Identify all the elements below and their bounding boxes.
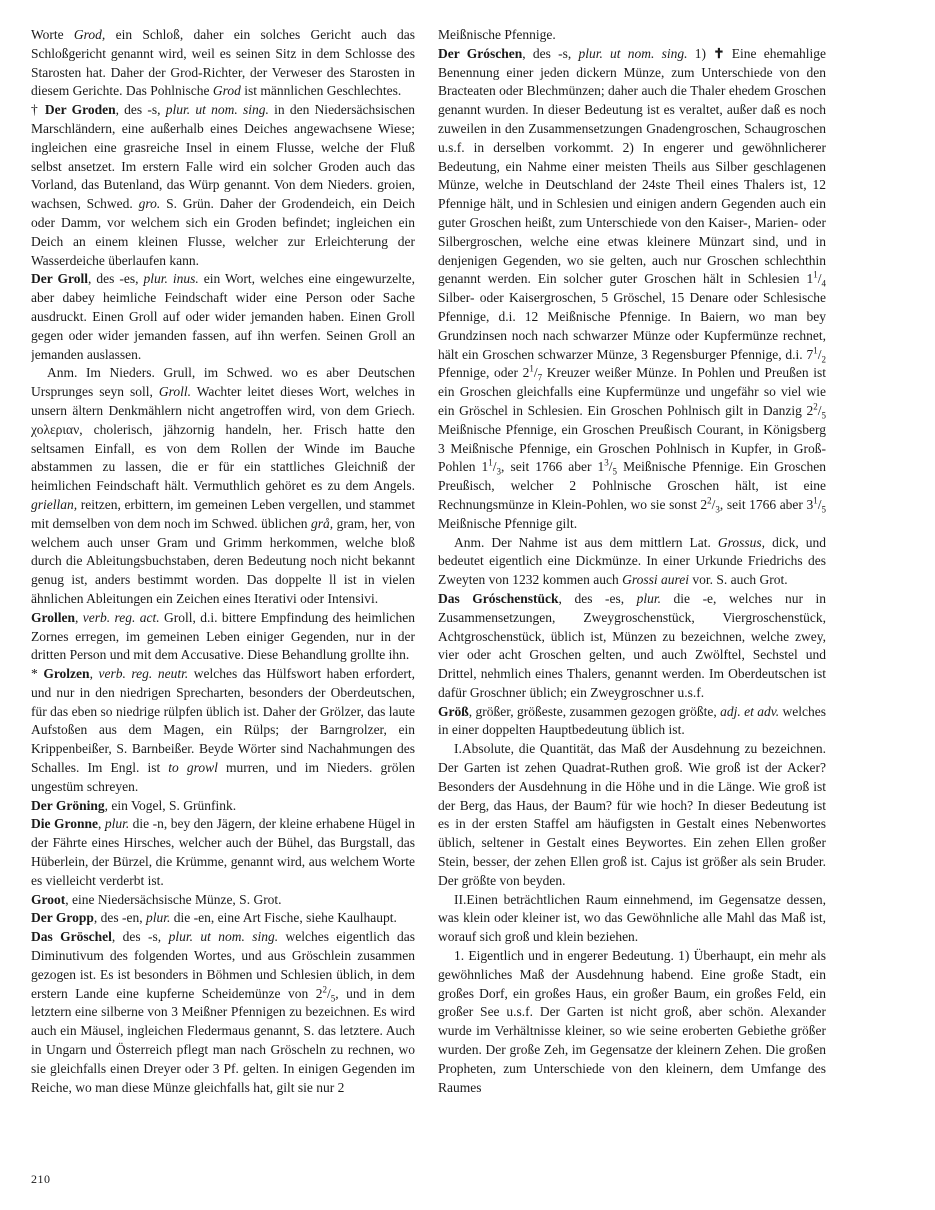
annotation-paragraph — [438, 740, 826, 890]
text-run: dick, und bedeutet eigentlich eine Dickmünze. In einer Urkunde Friedrichs des Zweyten von 1232 kommen auch — [438, 534, 826, 588]
headword: Der Groden — [44, 102, 116, 118]
italic-text: plur. ut nom. sing. — [168, 929, 279, 945]
italic-text: griellan, — [31, 496, 78, 512]
text-run: I.Absolute, die Quantität, das Maß der Ausdehnung zu bezeichnen. Der Garten ist zehen Quadrat-Ruthen groß. Wie groß ist der Acker? Besonders der Ausdehnung in die Höhe und in die Länge. Wie groß ist der Berg, das Haus, der Baum? für wie hoch? In dieser Bedeutung ist es in der ersten Staffel am häufigsten in Gestalt eines Nebenwortes üblich, seltener in Gestalt eines Beywortes. Ein zehen Ellen großer Stein, besser, der zehen Ellen groß ist. Cajus ist größer als sein Bruder. Der größte von beyden. — [438, 741, 826, 888]
annotation-paragraph — [438, 891, 826, 947]
headword: Der Groll — [31, 271, 88, 287]
fraction-numerator: 2 — [813, 401, 818, 412]
headword: Grollen — [31, 609, 76, 625]
text-run: S. Grün. Daher der Grodendeich, ein Deich oder Damm, vor welchem sich ein Groden befindet; ingleichen ein Deich an einem kleinen Flusse, welcher zur Erleichterung der Wasserdeiche überlaufen kann. — [31, 196, 415, 268]
text-run: reitzen, erbittern, im gemeinen Leben vergellen, und stammet mit demselben von dem noch im Schwed. üblichen — [31, 496, 415, 531]
text-run: II.Einen beträchtlichen Raum einnehmend, im Gegensatze dessen, was klein oder kleiner ist, wo das Gewöhnliche alle Mahl das Maß ist, worauf sich groß und klein beziehen. — [438, 891, 826, 945]
italic-text: verb. reg. act. — [82, 609, 160, 625]
fraction-denominator: 5 — [330, 993, 336, 1004]
dictionary-entry — [31, 891, 415, 910]
text-run: Silber- oder Kaisergroschen, 5 Gröschel, 15 Denare oder Schlesische Pfennige, d.i. 12 Meißnische Pfennige. In Baiern, wo man bey Grundzinsen noch nach schwarzer Münze oder Kupfermünze rechnet, hält ein Groschen schwarzer Münze, 3 Regensburger Pfennige, d.i. 7 — [438, 290, 826, 362]
headword: Das Gróschenstück — [438, 590, 559, 606]
text-run: / — [817, 496, 822, 512]
dictionary-entry — [31, 665, 415, 797]
headword: Der Gröning — [31, 797, 105, 813]
fraction-denominator: 5 — [612, 467, 618, 478]
italic-text: plur. inus. — [143, 271, 199, 287]
text-run: , seit 1766 aber 1 — [501, 459, 605, 475]
fraction-denominator: 4 — [821, 279, 826, 290]
text-run: ein Schloß, daher ein solches Gericht auch das Schloßgericht genannt wird, weil es seinen Sitz in dem Schlosse des Starosten hat. Daher der Grod-Richter, der Verweser des Starosten in diesem Gerichte. Das Pohlnische — [31, 27, 415, 99]
headword: Das Gröschel — [31, 929, 112, 945]
headword: Der Gróschen — [438, 45, 523, 61]
text-run: welches in einer doppelten Hauptbedeutung üblich ist. — [438, 703, 826, 738]
fraction-denominator: 3 — [496, 467, 502, 478]
dictionary-entry — [438, 45, 826, 534]
text-run: gram, her, von welchem auch unser Gram und Grimm herkommen, welche bloß durch die Ableitungsbuchstaben, deren Bedeutung noch nicht bekannt genug ist, anders bestimmt worden. Das doppelte ll ist in vielen ähnlichen Ableitungen ein Zeichen eines Iterativi oder Intensivi. — [31, 515, 415, 606]
italic-text: to growl — [168, 760, 218, 776]
text-run: ist männlichen Geschlechtes. — [240, 83, 402, 99]
italic-text: verb. reg. neutr. — [98, 666, 189, 682]
annotation-paragraph — [438, 534, 826, 590]
text-run: welches das Hülfswort haben erfordert, und nur in den niedrigen Sprecharten, besonders der Oberdeutschen, für das eben so niedrige rülpfen üblich ist. Daher der Grölzer, das laute Aufstoßen aus dem Magen, ein Rülps; der Barngrolzer, ein Krippenbeißer, S. Barnbeißer. Beyde Wörter sind Nachahmungen des Schalles. Im Engl. ist — [31, 666, 415, 776]
italic-text: plur. — [146, 910, 171, 926]
fraction-numerator: 1 — [529, 363, 534, 374]
italic-text: Grossi aurei — [622, 572, 689, 588]
text-run: / — [817, 271, 822, 287]
text-run: / — [817, 402, 822, 418]
dictionary-entry — [31, 609, 415, 665]
text-run: , und in dem letztern eine silberne von 3 Meißner Pfennigen zu bezeichnen. Es wird auch ein Mäusel, ingleichen Fledermaus genannt, S. das letztere. Auch in Ungarn und Österreich pflegt man nach Gröscheln zu rechnen, wo sie gleichfalls einen Dreyer oder 3 Pf. gelten. In einigen Gegenden im Reiche, wo man diese Münze gleichfalls hat, gilt sie nur 2 — [31, 985, 415, 1095]
text-run: / — [533, 365, 538, 381]
text-run: in den Niedersächsischen Marschländern, eine außerhalb eines Deiches angewachsene Wiese; ingleichen eine grasreiche Insel in einem Flusse, welche der Fluß selbst ansetzet. Im erstern Falle wird ein solcher Groden auch das Vorland, das Butenland, das Würp genannt. Von dem Nieders. groien, wachsen, Schwed. — [31, 102, 415, 212]
text-run: 1) — [687, 45, 714, 61]
text-run: / — [608, 459, 613, 475]
text-run: / — [492, 459, 497, 475]
text-run: Pfennige, oder 2 — [438, 365, 530, 381]
text-run: , — [75, 609, 83, 625]
text-run: / — [711, 496, 716, 512]
fraction-denominator: 5 — [821, 504, 826, 515]
fraction-denominator: 3 — [715, 504, 720, 515]
fraction-numerator: 2 — [707, 495, 712, 506]
text-run: Meißnische Pfennige. — [438, 27, 556, 42]
text-run: Meißnische Pfennige, ein Groschen Preußisch Courant, in Königsberg 3 Meißnische Pfennige, ein Groschen Pohlnisch in Kupfer, in Groß-Pohlen 1 — [438, 421, 826, 475]
text-run: Wachter leitet dieses Wort, welches in unsern ältern Denkmählern nicht angetroffen wird, von dem Griech. χολεριαν, cholerisch, jähzornig handeln, her. Frisch hatte den seltsamen Einfall, es von dem Rollen der Winde im Bauche abstammen zu lassen, die er für ein stattliches Gleichniß der heimlichen Feindschaft hält. Vermuthlich gehöret es zu dem Angels. — [31, 384, 415, 494]
dictionary-entry — [438, 590, 826, 703]
text-run: / — [326, 985, 331, 1001]
annotation-paragraph — [438, 947, 826, 1097]
fraction-numerator: 2 — [322, 984, 327, 995]
text-run: Worte — [31, 27, 74, 42]
text-run: Anm. Der Nahme ist aus dem mittlern Lat. — [454, 534, 718, 550]
headword: Groot — [31, 891, 66, 907]
text-run: , — [97, 816, 105, 832]
fraction-denominator: 7 — [537, 373, 543, 384]
headword: Größ — [438, 703, 469, 719]
text-run: , eine Niedersächsische Münze, S. Grot. — [65, 891, 282, 907]
text-run: , ein Vogel, S. Grünfink. — [104, 797, 237, 813]
text-run: die -n, bey den Jägern, der kleine erhabene Hügel in der Fährte eines Hirsches, welcher auch der Bühel, das Burgstall, das Hüberlein, der Bürzel, die Krümme, genannt wird, aus welchem Worte es vielleicht verderbt ist. — [31, 816, 415, 888]
left-column — [31, 26, 415, 1176]
text-run: die -e, welches nur in Zusammensetzungen, Zweygroschenstück, Viergroschenstück, Achtgroschenstück, üblich ist, Münzen zu bezeichnen, welche zwey, vier oder acht Groschen gelten, und auch Zwölftel, Sechstel und Drittel, nehmlich eines Thalers, genannt werden. Im Oberdeutschen ist dafür Groschner üblich; ein Zweygroschner u.s.f. — [438, 590, 826, 700]
italic-text: plur. — [104, 816, 130, 832]
continued-text — [31, 26, 415, 101]
text-run: , — [89, 666, 99, 682]
headword: Der Gropp — [31, 910, 94, 926]
text-run: † — [31, 102, 45, 118]
fraction-numerator: 1 — [813, 269, 818, 280]
italic-text: plur. ut nom. sing. — [165, 102, 269, 118]
text-run: , seit 1766 aber 3 — [719, 496, 814, 512]
fraction-numerator: 3 — [604, 457, 609, 468]
text-run: / — [817, 346, 822, 362]
text-run: 1. Eigentlich und in engerer Bedeutung. 1) Überhaupt, ein mehr als gewöhnliches Maß der Ausdehnung habend. Eine große Stadt, ein großes Dorf, ein großes Haus, ein großer Baum, ein großes Feld, ein großer See u.s.f. Der Garten ist nicht groß, aber schön. Alexander wurde im Verhältnisse kleiner, so wie seine eroberten Gebiethe größer wurden. Der große Zeh, im Gegensatze der kleinern Zehen. Die großen Propheten, zum Unterschiede von den kleinern, dem Umfange des Raumes — [438, 948, 826, 1095]
annotation-paragraph — [31, 364, 415, 608]
text-run: Groll, d.i. bittere Empfindung des heimlichen Zornes erregen, im gemeinen Leben einiger Gegenden, nur in der dritten Person und mit dem Accusative. Diese Behandlung grollte ihn. — [31, 609, 415, 663]
text-run: Kreuzer weißer Münze. In Pohlen und Preußen ist ein Groschen gleichfalls eine Kupfermünze und ungefähr so viel wie ein Gröschel in Schlesien. Ein Groschen Pohlnisch gilt in Danzig 2 — [438, 365, 826, 418]
headword: Grolzen — [43, 666, 90, 682]
fraction-numerator: 1 — [813, 495, 818, 506]
continued-text — [438, 26, 826, 45]
italic-text: plur. ut nom. sing. — [578, 45, 688, 61]
text-run: * — [31, 666, 44, 682]
text-run: murren, und im Nieders. grölen ungestüm schreyen. — [31, 760, 415, 794]
text-run: , des -es, — [87, 271, 144, 287]
italic-text: grå, — [311, 515, 334, 531]
dictionary-entry — [31, 797, 415, 816]
italic-text: Grod — [212, 83, 241, 99]
page-number: 210 — [31, 1172, 51, 1186]
fraction-denominator: 5 — [821, 410, 826, 421]
italic-text: Grossus, — [717, 534, 766, 550]
text-run: , des -s, — [522, 45, 579, 61]
text-run: Eine ehemahlige Benennung einer jeden dickern Münze, zum Unterschiede von den Bracteaten oder Blechmünzen; daher auch die Thaler ehedem Groschen genannt wurden. In dieser Bedeutung ist es veraltet, außer daß es noch zuweilen in den Zusammensetzungen Gnadengroschen, Schaugroschen u.s.f. in derselben vorkommt. 2) In engerer und gewöhnlicherer Bedeutung, ein Nahme einer meisten Theils aus Silber geschlagenen Münze, welche in Deutschland der 24ste Theil eines Thalers ist, 12 Pfennige hält, und in Schlesien und einigen andern Gegenden auch ein guter Groschen heißt, zum Unterschiede von den Kaiser-, Marien- oder Silbergroschen, welche eine etwas kleinere Münzart sind, und in denjenigen Gegenden, wo sie gelten, auch nur Groschen schlechthin genannt werden. Ein solcher guter Groschen hält in Schlesien 1 — [438, 45, 826, 287]
text-run: Anm. Im Nieders. Grull, im Schwed. wo es aber Deutschen Ursprunges seyn soll, — [31, 365, 415, 400]
fraction-numerator: 1 — [488, 457, 493, 468]
dictionary-entry — [31, 928, 415, 1097]
italic-text: Groll. — [158, 384, 191, 400]
fraction-numerator: 1 — [813, 345, 818, 356]
headword: Die Gronne — [31, 816, 98, 832]
text-run: , größer, größeste, zusammen gezogen größte, — [468, 703, 721, 719]
dictionary-entry — [31, 909, 415, 928]
text-run: Meißnische Pfennige. Ein Groschen Preußisch, welcher 2 Pohlnische Groschen hält, ist eine Rechnungsmünze in Klein-Pohlen, wo sie sonst 2 — [438, 459, 826, 512]
text-run: , des -s, — [111, 929, 169, 945]
italic-text: adj. et adv. — [720, 703, 780, 719]
dictionary-entry — [31, 815, 415, 890]
text-run: die -en, eine Art Fische, siehe Kaulhaupt. — [170, 910, 397, 926]
italic-text: plur. — [636, 590, 662, 606]
text-run: welches eigentlich das Diminutivum des folgenden Wortes, und aus Gröschlein zusammen gezogen ist. Es ist besonders in Böhmen und Schlesien üblich, in dem erstern Lande eine kupferne Scheidemünze von 2 — [31, 929, 415, 1001]
text-run: vor. S. auch Grot. — [688, 572, 788, 588]
dictionary-entry — [438, 703, 826, 741]
dictionary-entry — [31, 101, 415, 270]
right-column — [438, 26, 826, 1176]
fraction-denominator: 2 — [821, 354, 826, 365]
italic-text: Grod, — [73, 27, 106, 42]
text-run: , des -es, — [558, 590, 637, 606]
italic-text: gro. — [138, 196, 161, 212]
text-run: ein Wort, welches eine eingewurzelte, aber dabey heimliche Feindschaft wider eine Person oder Sache ausdruckt. Einen Groll auf oder wider jemanden haben. Einen Groll gegen oder wider jemanden fassen, auf ihn werfen. Seinen Groll an jemanden auslassen. — [31, 271, 415, 362]
text-run: Meißnische Pfennige gilt. — [438, 515, 578, 531]
dictionary-entry — [31, 270, 415, 364]
text-run: , des -en, — [93, 910, 146, 926]
text-run: , des -s, — [115, 102, 166, 118]
headword: ✝ — [713, 45, 725, 61]
